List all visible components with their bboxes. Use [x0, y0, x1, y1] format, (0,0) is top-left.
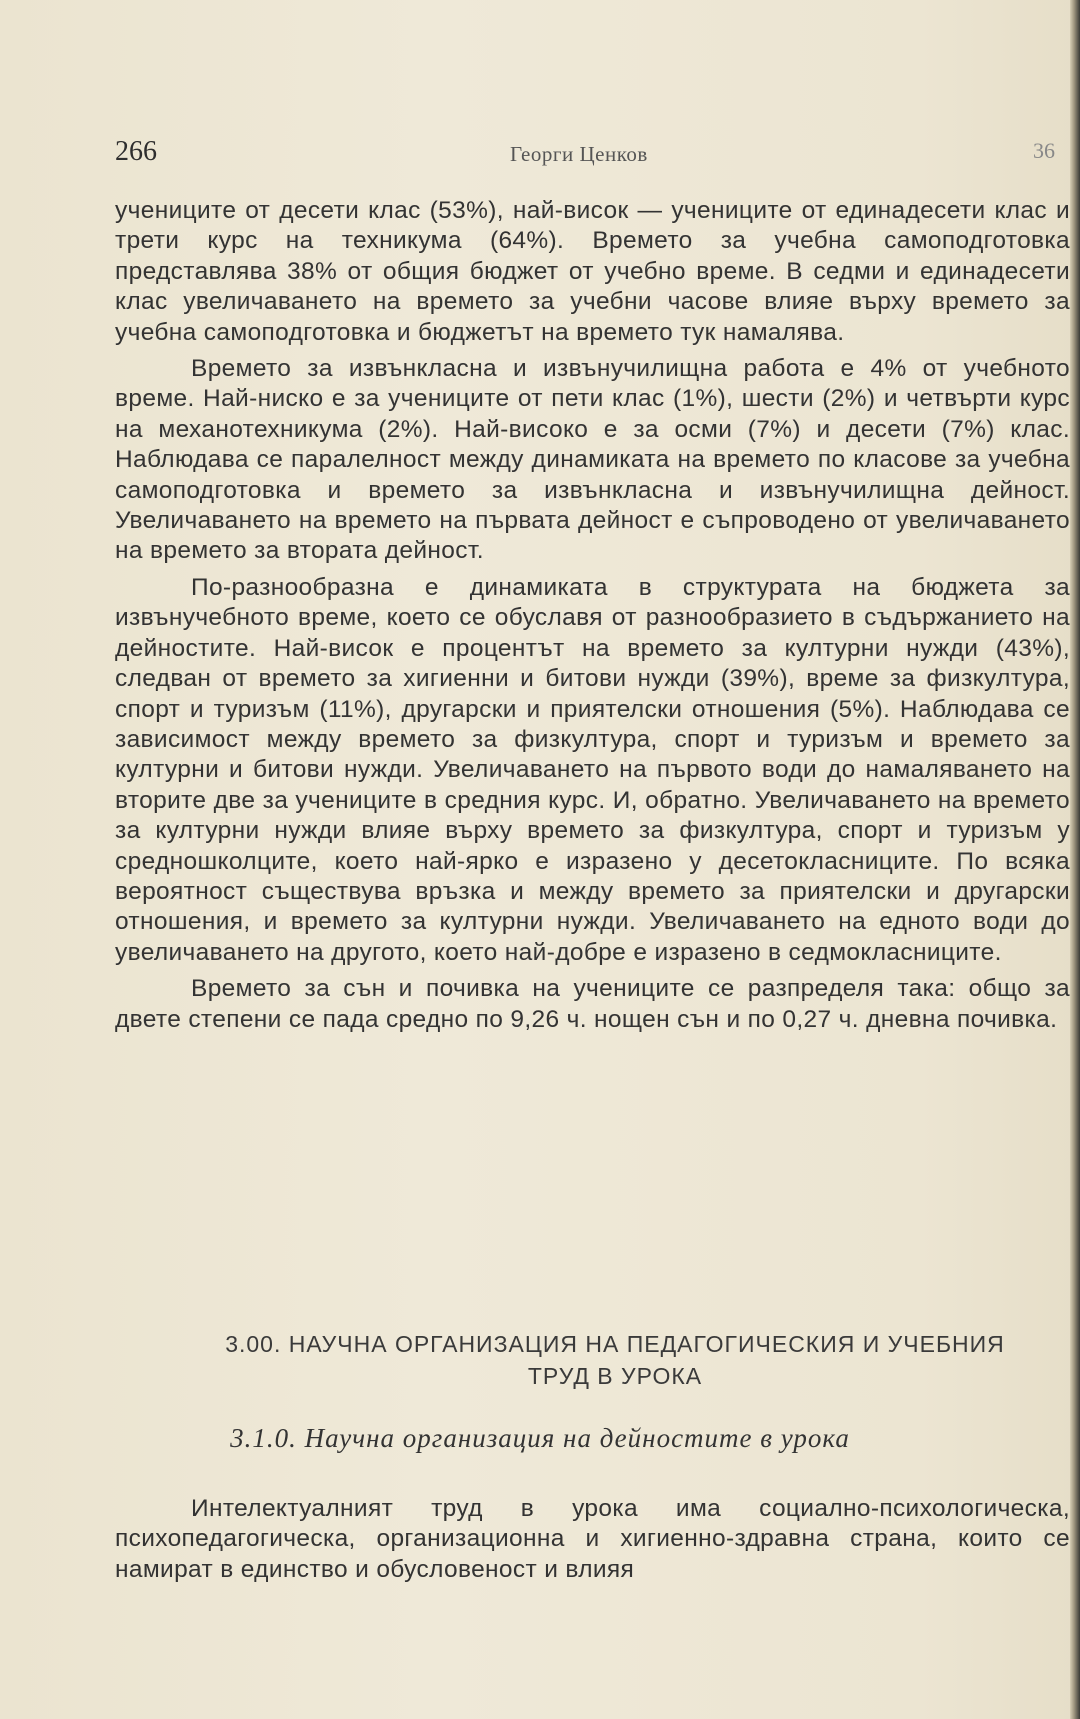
paragraph-non-study-time: По-разнообразна е динамиката в структурата на бюджета за извънучебното време, което се обуславя от разнообразието в съдържанието на дейностите. Най-висок е процентът на времето за културни нужди (43%), следван от времето за хигиенни и битови нужди (39%), време за физкултура, спорт и туризъм (11%), другарски и приятелски отношения (5%). Наблюдава се зависимост между времето за физкултура, спорт и туризъм и времето за културни и битови нужди. Увеличаването на първото води до намаляването на вторите две за учениците в средния курс. И, обратно. Увеличаването на времето за културни нужди влияе върху времето за физкултура, спорт и туризъм у средношколците, което най-ярко е изразено у десетокласниците. По всяка вероятност съществува връзка и между времето за приятелски и другарски отношения, и времето за културни нужди. Увеличаването на едното води до увеличаването на другото, което най-добре е изразено в седмокласниците.: [115, 573, 1070, 966]
page-header: [115, 136, 1055, 172]
paragraph-continued: учениците от десети клас (53%), най-висок — учениците от единадесети клас и трети курс на техникума (64%). Времето за учебна самоподготовка представлява 38% от общия бюджет от учебно време. В седми и единадесети клас увеличаването на времето за учебни часове влияе върху времето за учебна самоподготовка и бюджетът на времето тук намалява.: [115, 197, 1070, 346]
paragraph-intellectual-work: Интелектуалният труд в урока има социално-психологическа, психопедагогическа, организационна и хигиенно-здравна страна, които се намират в единство и обусловеност и влияя: [115, 1495, 1070, 1583]
running-head-author: Георги Ценков: [510, 142, 648, 166]
page-number: 266: [115, 136, 157, 167]
final-text: [115, 1494, 1070, 1585]
section-heading-line2: ТРУД В УРОКА: [527, 1363, 703, 1389]
body-text: [115, 196, 1070, 1035]
corner-mark: 36: [1033, 138, 1055, 163]
book-spine-edge: [1070, 0, 1080, 1719]
paragraph-extracurricular-time: Времето за извънкласна и извънучилищна работа е 4% от учебното време. Най-ниско е за учениците от пети клас (1%), шести (2%) и четвърти курс на механотехникума (2%). Най-високо е за осми (7%) и десети (7%) клас. Наблюдава се паралелност между динамиката на времето по класове за учебна самоподготовка и времето за извънкласна и извънучилищна дейност. Увеличаването на времето на първата дейност е съпроводено от увеличаването на времето за втората дейност.: [115, 355, 1070, 565]
section-heading-line1: 3.00. НАУЧНА ОРГАНИЗАЦИЯ НА ПЕДАГОГИЧЕСКИЯ И УЧЕБНИЯ: [225, 1331, 1005, 1357]
section-heading: [160, 1328, 1070, 1392]
subsection-heading: 3.1.0. Научна организация на дейностите в урока: [230, 1423, 850, 1453]
paragraph-sleep-time: Времето за сън и почивка на учениците се разпределя така: общо за двете степени се пада средно по 9,26 ч. нощен сън и по 0,27 ч. дневна почивка.: [115, 975, 1070, 1033]
